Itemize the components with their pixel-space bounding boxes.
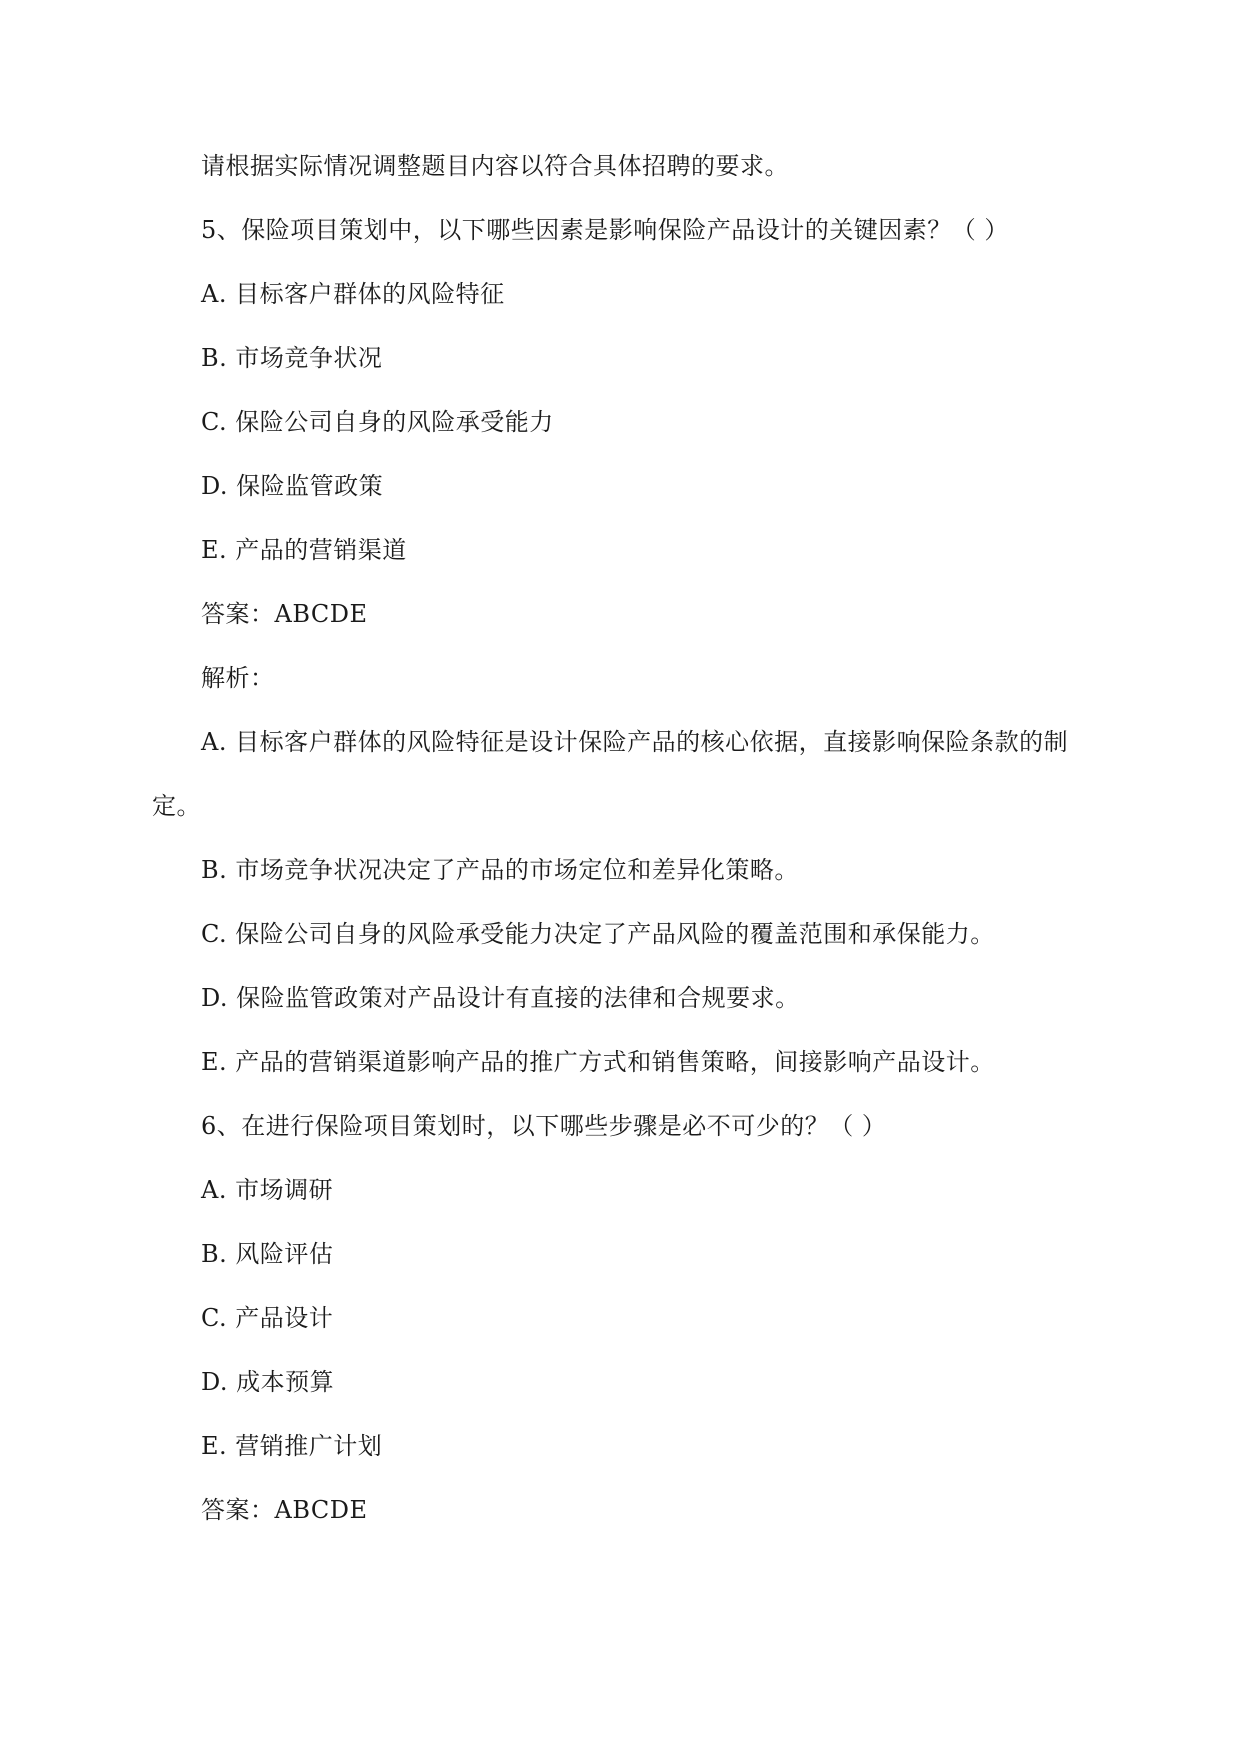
q5-option-e: E. 产品的营销渠道: [201, 536, 407, 564]
question-5: 5、保险项目策划中，以下哪些因素是影响保险产品设计的关键因素？（ ）: [201, 216, 1009, 244]
q5-analysis-a: A. 目标客户群体的风险特征是设计保险产品的核心依据，直接影响保险条款的制: [201, 728, 1069, 756]
q5-option-d: D. 保险监管政策: [201, 472, 384, 500]
q6-option-d: D. 成本预算: [201, 1368, 335, 1396]
q6-answer: 答案：ABCDE: [201, 1496, 368, 1524]
q5-analysis-b: B. 市场竞争状况决定了产品的市场定位和差异化策略。: [201, 856, 799, 884]
q6-option-c: C. 产品设计: [201, 1304, 334, 1332]
q6-option-e: E. 营销推广计划: [201, 1432, 383, 1460]
q5-analysis-a-cont: 定。: [152, 792, 201, 820]
q6-option-b: B. 风险评估: [201, 1240, 334, 1268]
intro-text: 请根据实际情况调整题目内容以符合具体招聘的要求。: [201, 152, 789, 180]
q5-option-b: B. 市场竞争状况: [201, 344, 383, 372]
q5-analysis-c: C. 保险公司自身的风险承受能力决定了产品风险的覆盖范围和承保能力。: [201, 920, 995, 948]
q5-option-a: A. 目标客户群体的风险特征: [201, 280, 505, 308]
q5-option-c: C. 保险公司自身的风险承受能力: [201, 408, 554, 436]
q5-answer: 答案：ABCDE: [201, 600, 368, 628]
q5-analysis-label: 解析：: [201, 664, 275, 692]
q5-analysis-d: D. 保险监管政策对产品设计有直接的法律和合规要求。: [201, 984, 800, 1012]
q5-analysis-e: E. 产品的营销渠道影响产品的推广方式和销售策略，间接影响产品设计。: [201, 1048, 995, 1076]
question-6: 6、在进行保险项目策划时，以下哪些步骤是必不可少的？（ ）: [201, 1112, 887, 1140]
q6-option-a: A. 市场调研: [201, 1176, 334, 1204]
